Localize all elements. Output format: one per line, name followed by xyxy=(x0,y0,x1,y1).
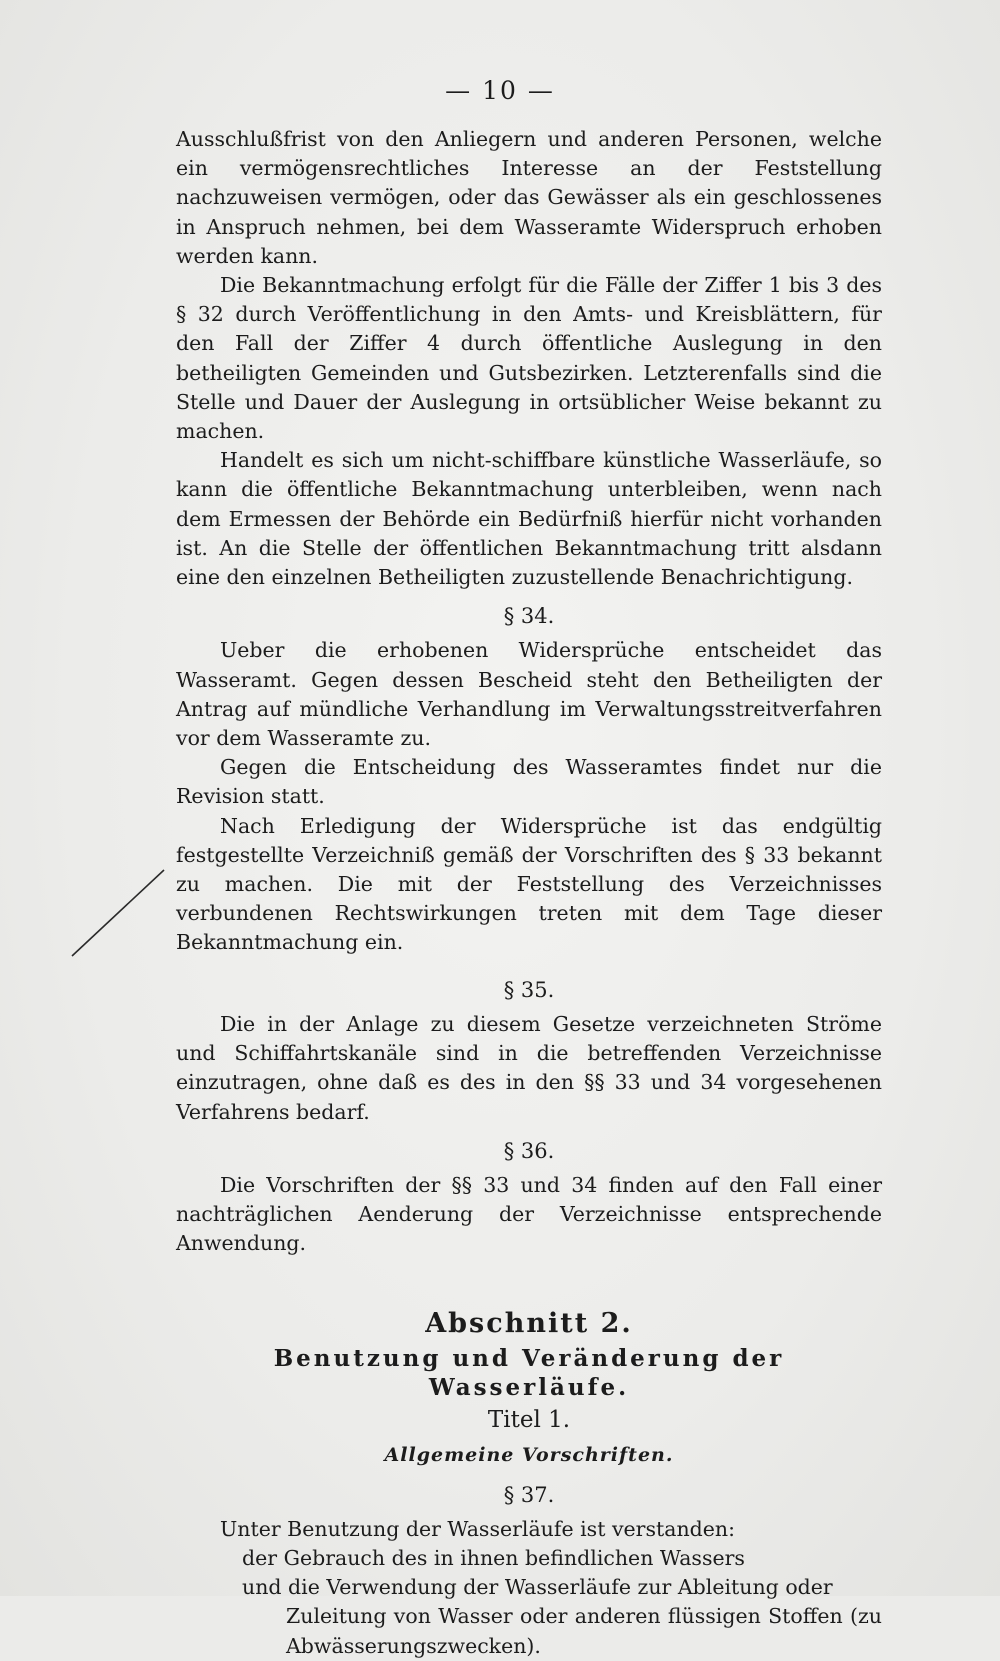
section-36-paragraph: Die Vorschriften der §§ 33 und 34 finden auf den Fall einer nachträglichen Aenderung der Verzeichnisse entsprechende Anwendung. xyxy=(176,1172,882,1256)
section-34-paragraph: Ueber die erhobenen Widersprüche entscheidet das Wasseramt. Gegen dessen Bescheid steht den Betheiligten der Antrag auf mündliche Verhandlung im Verwaltungsstreitverfahren vor dem Wasseramte zu. xyxy=(176,638,882,751)
section-35-heading: § 35. xyxy=(503,977,555,1002)
body-text xyxy=(176,125,882,1661)
section-37-item: der Gebrauch des in ihnen befindlichen Wassers xyxy=(242,1545,745,1570)
paragraph-non-navigable: Handelt es sich um nicht-schiffbare künstliche Wasserläufe, so kann die öffentliche Bekanntmachung unterbleiben, wenn nach dem Ermessen der Behörde ein Bedürfniß hierfür nicht vorhanden ist. An die Stelle der öffentlichen Bekanntmachung tritt alsdann eine den einzelnen Betheiligten zuzustellende Benachrichtigung. xyxy=(176,448,882,590)
section-34-paragraph: Nach Erledigung der Widersprüche ist das endgültig festgestellte Verzeichniß gemäß der Vorschriften des § 33 bekannt zu machen. Die mit der Feststellung des Verzeichnisses verbundenen Rechtswirkungen treten mit dem Tage dieser Bekanntmachung ein. xyxy=(176,813,882,955)
part-title: Abschnitt 2. xyxy=(425,1307,633,1339)
section-37-heading: § 37. xyxy=(503,1482,555,1507)
paragraph-announcement: Die Bekanntmachung erfolgt für die Fälle der Ziffer 1 bis 3 des § 32 durch Veröffentlichung in den Amts- und Kreisblättern, für den Fall der Ziffer 4 durch öffentliche Auslegung in den betheiligten Gemeinden und Gutsbezirken. Letzterenfalls sind die Stelle und Dauer der Auslegung in ortsüblicher Weise bekannt zu machen. xyxy=(176,273,882,444)
chapter-subtitle: Allgemeine Vorschriften. xyxy=(384,1444,674,1467)
section-36-heading: § 36. xyxy=(503,1138,555,1163)
section-34-heading: § 34. xyxy=(503,604,555,629)
chapter-title: Titel 1. xyxy=(487,1407,571,1434)
margin-pencil-stroke xyxy=(68,868,166,958)
section-34-paragraph: Gegen die Entscheidung des Wasseramtes findet nur die Revision statt. xyxy=(176,755,882,809)
paragraph-continuation: Ausschlußfrist von den Anliegern und anderen Personen, welche ein vermögensrechtliches Interesse an der Feststellung nachzuweisen vermögen, oder das Gewässer als ein geschlossenes in Anspruch nehmen, bei dem Wasseramte Widerspruch erhoben werden kann. xyxy=(176,127,882,268)
section-37-intro: Unter Benutzung der Wasserläufe ist verstanden: xyxy=(220,1516,736,1541)
section-35-paragraph: Die in der Anlage zu diesem Gesetze verzeichneten Ströme und Schiffahrtskanäle sind in die betreffenden Verzeichnisse einzutragen, ohne daß es des in den §§ 33 und 34 vorgesehenen Verfahrens bedarf. xyxy=(176,1011,882,1124)
section-37-item: und die Verwendung der Wasserläufe zur Ableitung oder xyxy=(242,1575,833,1600)
section-37-item-continuation: Zuleitung von Wasser oder anderen flüssigen Stoffen (zu Abwässerungszwecken). xyxy=(286,1604,882,1658)
page-number: — 10 — xyxy=(445,76,555,105)
part-subtitle: Benutzung und Veränderung der Wasserläufe. xyxy=(273,1344,785,1401)
